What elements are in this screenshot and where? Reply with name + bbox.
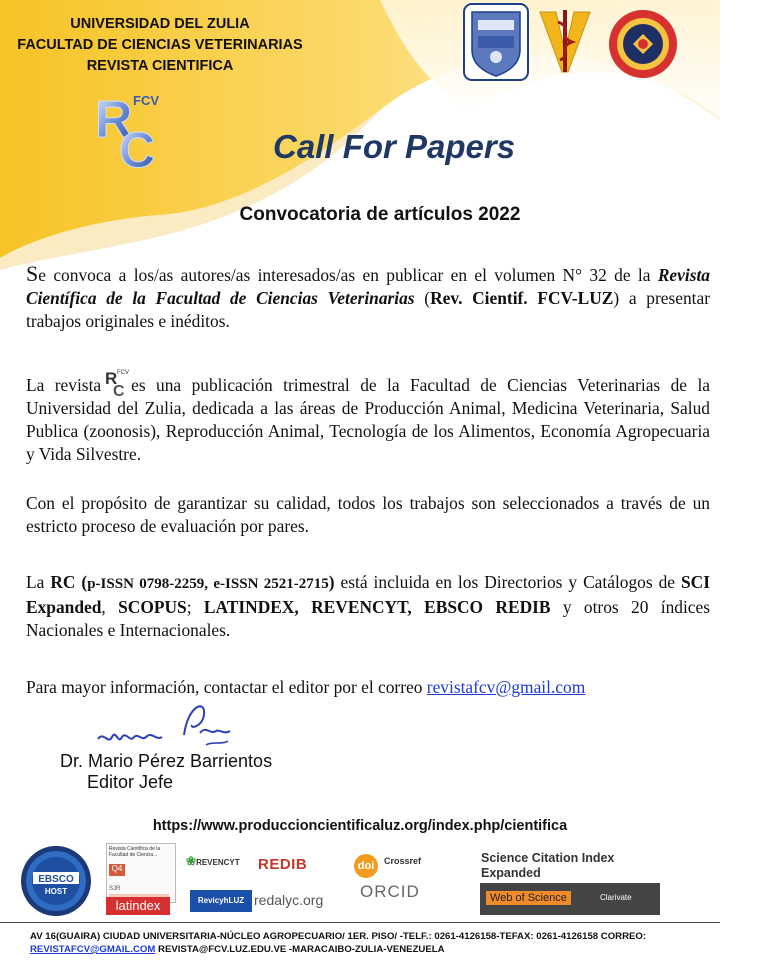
university-name: UNIVERSIDAD DEL ZULIA bbox=[70, 16, 250, 32]
invitation-paragraph bbox=[26, 262, 710, 333]
latindex-logo: latindex bbox=[106, 897, 170, 915]
revencyt-leaf-icon: ❀ bbox=[186, 854, 197, 868]
ebsco-text: EBSCO bbox=[38, 874, 74, 885]
indexing-text-5: y otros 20 índices Nacionales e Internacionales. bbox=[26, 597, 710, 640]
q4-label: Q4 bbox=[109, 864, 125, 876]
indexing-text-2: está incluida en los Directorios y Catálogos de bbox=[334, 572, 681, 592]
web-of-science-logo bbox=[480, 883, 660, 915]
invitation-text: e convoca a los/as autores/as interesados/as en publicar en el volumen N° 32 de la bbox=[38, 265, 658, 285]
svg-text:R: R bbox=[95, 91, 133, 149]
editor-name: Dr. Mario Pérez Barrientos bbox=[60, 751, 273, 771]
faculty-name: FACULTAD DE CIENCIAS VETERINARIAS bbox=[17, 37, 303, 53]
invitation-text-end: ) a presentar trabajos originales e inéditos. bbox=[26, 288, 710, 331]
scimago-title: Revista Científica de la Facultad de Ciencia... bbox=[109, 846, 161, 858]
indexing-paragraph bbox=[26, 571, 710, 642]
svg-text:R: R bbox=[105, 369, 118, 388]
editor-email-link[interactable]: revistafcv@gmail.com bbox=[426, 677, 586, 697]
peer-review-paragraph: Con el propósito de garantizar su calidad, todos los trabajos son seleccionados a través de un estricto proceso de evaluación por pares. bbox=[26, 493, 710, 536]
journal-full-name: Revista Científica de la Facultad de Ciencias Veterinarias bbox=[26, 265, 710, 308]
journal-website-url[interactable]: https://www.produccioncientificaluz.org/index.php/cientifica bbox=[152, 818, 568, 834]
svg-text:FCV: FCV bbox=[117, 370, 130, 376]
footer-address bbox=[30, 930, 710, 956]
revencyt-logo bbox=[186, 854, 250, 874]
issn-numbers: p-ISSN 0798-2259, e-ISSN 2521-2715 bbox=[87, 576, 329, 592]
svg-text:FCV: FCV bbox=[133, 93, 159, 108]
indexing-text-4: ; bbox=[186, 597, 204, 617]
sci-expanded-title: Science Citation Index Expanded bbox=[481, 851, 615, 880]
rc-label: RC ( bbox=[50, 572, 88, 592]
rc-fcv-logo bbox=[95, 85, 165, 178]
revicyhluz-logo: RevicyhLUZ bbox=[190, 890, 252, 912]
wos-text: Web of Science bbox=[486, 891, 571, 905]
editor-signature bbox=[96, 695, 236, 755]
ebsco-host-text: HOST bbox=[44, 887, 68, 896]
address-text-end: REVISTA@FCV.LUZ.EDU.VE -MARACAIBO-ZULIA-VENEZUELA bbox=[155, 944, 445, 955]
clarivate-text: Clarivate bbox=[600, 893, 632, 902]
footer-email-link[interactable]: REVISTAFCV@GMAIL.COM bbox=[30, 944, 156, 955]
scopus-label: SCOPUS bbox=[118, 597, 187, 617]
svg-text:C: C bbox=[119, 122, 156, 178]
editor-role: Editor Jefe bbox=[87, 772, 174, 792]
svg-text:C: C bbox=[113, 383, 125, 400]
sci-expanded-label: SCI Expanded bbox=[26, 572, 710, 617]
address-text: AV 16(GUAIRA) CIUDAD UNIVERSITARIA-NÚCLEO AGROPECUARIO/ 1ER. PISO/ -TELF.: 0261-4126158-TEFAX: 0261-4126158 CORREO: bbox=[30, 931, 647, 942]
paren-open: ( bbox=[414, 288, 431, 308]
contact-text: Para mayor información, contactar el editor por el correo bbox=[26, 677, 427, 697]
call-subtitle: Convocatoria de artículos 2022 bbox=[239, 204, 521, 225]
veterinary-caduceus-icon bbox=[538, 8, 592, 76]
orcid-logo: ORCID bbox=[360, 882, 420, 901]
journal-abbreviation: Rev. Cientif. FCV-LUZ bbox=[430, 288, 614, 308]
description-intro: La revista bbox=[26, 375, 102, 395]
indexing-text-1: La bbox=[26, 572, 51, 592]
doi-logo: doi bbox=[354, 854, 378, 878]
crossref-logo: Crossref bbox=[384, 856, 422, 866]
directories-label: LATINDEX, REVENCYT, EBSCO REDIB bbox=[203, 597, 551, 617]
drop-cap: S bbox=[26, 261, 39, 286]
ebsco-host-logo bbox=[19, 844, 93, 918]
revencyt-text: REVENCYT bbox=[196, 858, 240, 867]
university-seal-icon bbox=[462, 2, 530, 82]
journal-name: REVISTA CIENTIFICA bbox=[86, 58, 234, 74]
svg-text:SJR: SJR bbox=[109, 886, 121, 892]
description-text: es una publicación trimestral de la Facultad de Ciencias Veterinarias de la Universidad del Zulia, dedicada a las áreas de Producción Animal, Medicina Veterinaria, Salud Publica (zoonosis), Reproducción Animal, Tecnología de los Alimentos, Economía Agropecuaria y Vida Silvestre. bbox=[26, 375, 710, 464]
footer-divider bbox=[0, 922, 720, 923]
paren-close: ) bbox=[328, 572, 335, 592]
journal-description-paragraph bbox=[26, 367, 710, 466]
institution-header bbox=[0, 14, 320, 77]
research-division-seal-icon bbox=[607, 8, 679, 80]
call-for-papers-title: Call For Papers bbox=[273, 128, 516, 165]
indexing-text-3: , bbox=[101, 597, 119, 617]
scimago-badge bbox=[106, 843, 176, 903]
redib-logo: REDIB bbox=[258, 856, 308, 873]
redalyc-logo: redalyc.org bbox=[254, 892, 324, 908]
inline-rc-logo bbox=[105, 367, 130, 400]
